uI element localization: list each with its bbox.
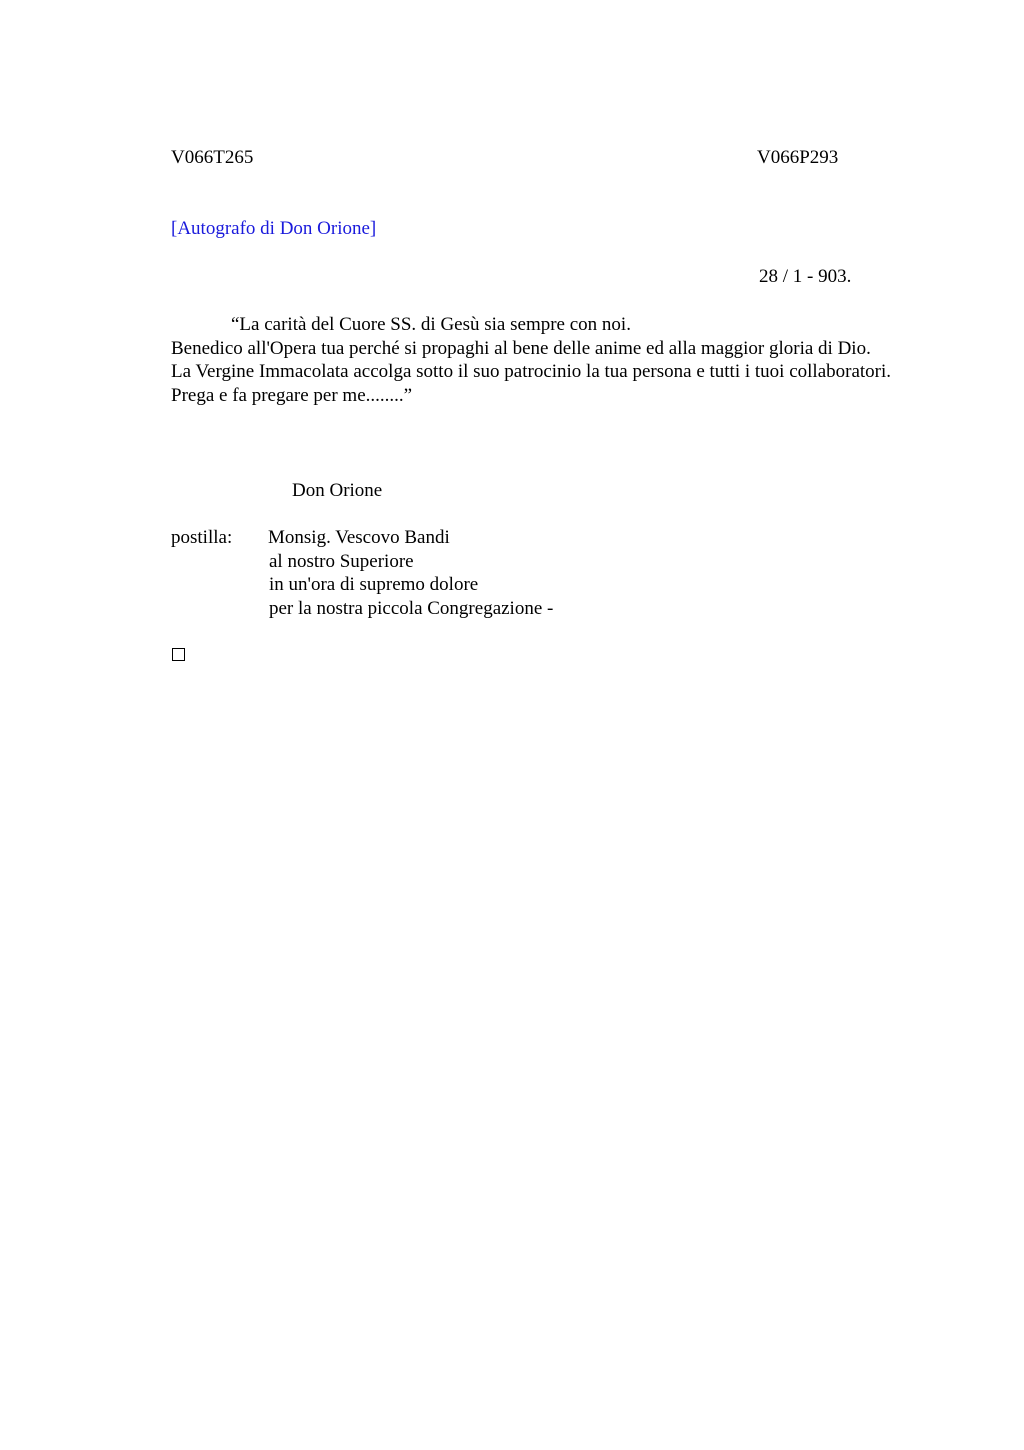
signature: Don Orione [292, 480, 383, 501]
postilla-line: Monsig. Vescovo Bandi [268, 527, 450, 548]
letter-date: 28 / 1 - 903. [759, 266, 852, 287]
postilla-label: postilla: [171, 527, 233, 548]
postilla-line: al nostro Superiore [269, 550, 414, 572]
autograph-note: [Autografo di Don Orione] [171, 218, 377, 239]
postilla-text [268, 526, 553, 621]
document-code-left: V066T265 [171, 147, 254, 168]
letter-opening: “La carità del Cuore SS. di Gesù sia sempre con noi. [231, 314, 631, 335]
letter-body [171, 313, 901, 408]
letter-paragraph: Prega e fa pregare per me........” [171, 385, 413, 407]
document-code-right: V066P293 [757, 147, 839, 168]
empty-square-icon [172, 648, 185, 661]
postilla-line: per la nostra piccola Congregazione - [269, 598, 554, 620]
postilla-line: in un'ora di supremo dolore [269, 574, 479, 596]
letter-paragraph: La Vergine Immacolata accolga sotto il suo patrocinio la tua persona e tutti i tuoi collaboratori. [171, 361, 892, 383]
letter-paragraph: Benedico all'Opera tua perché si propaghi al bene delle anime ed alla maggior gloria di Dio. [171, 337, 871, 359]
